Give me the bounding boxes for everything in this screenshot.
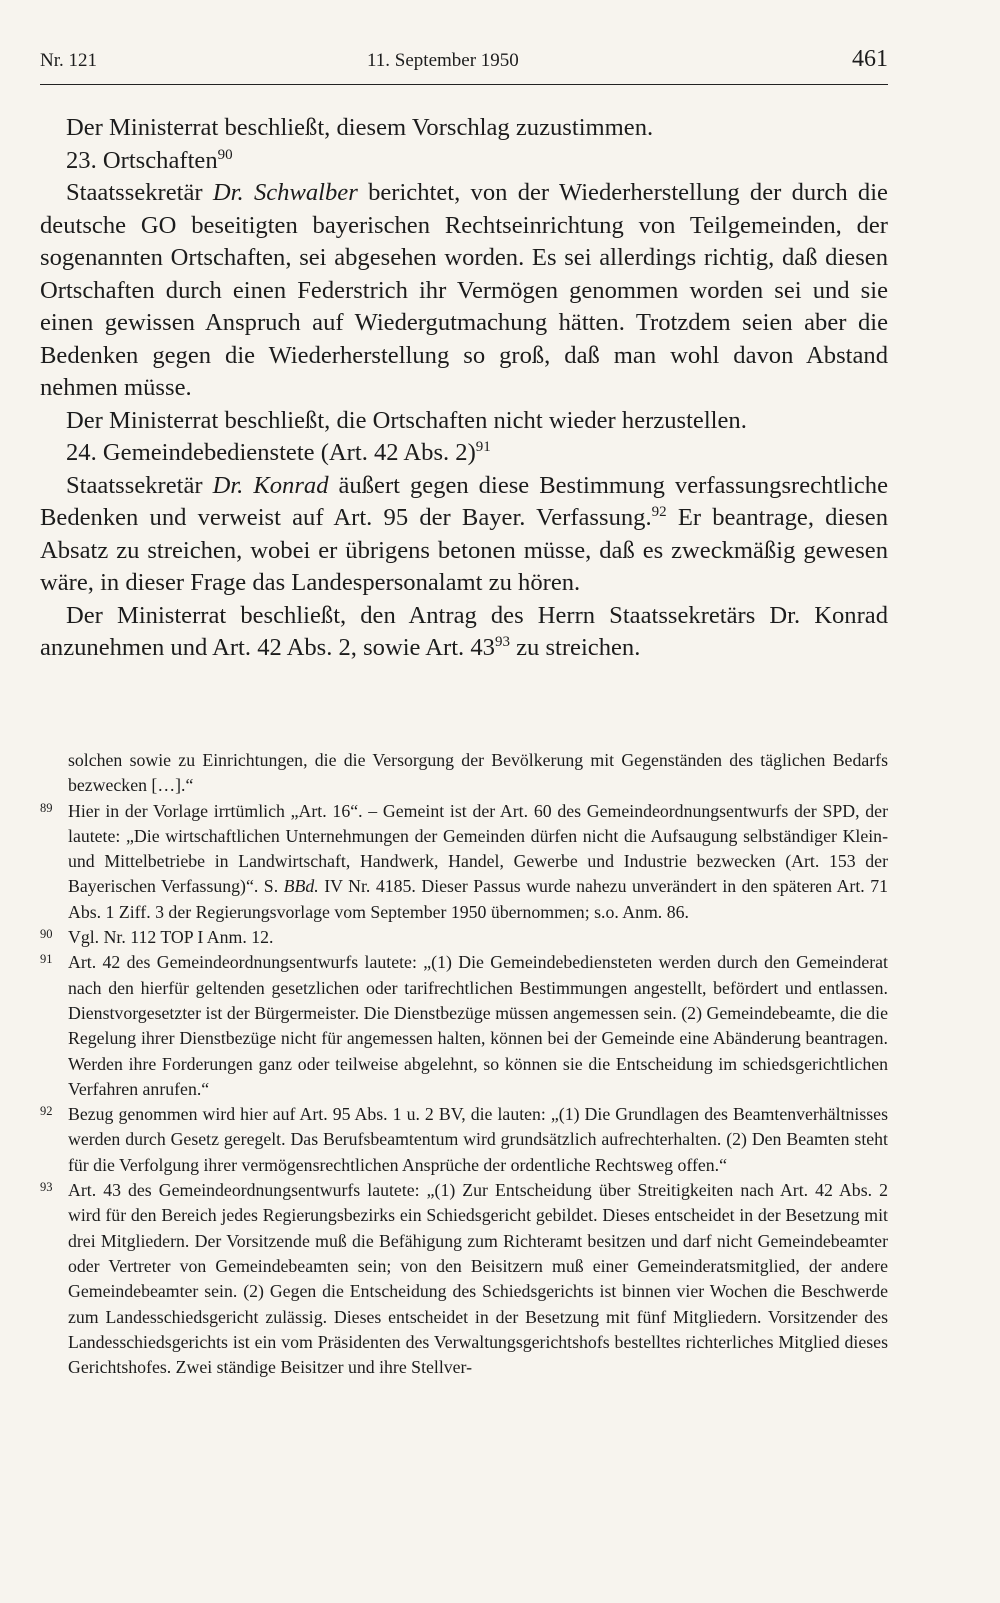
footnote-ref-90: 90 xyxy=(217,146,233,163)
paragraph-resolution-3: Der Ministerrat beschließt, den Antrag des Herrn Staatssekretärs Dr. Konrad anzunehmen und Art. 42 Abs. 2, sowie Art. $43^{93}$ zu streichen. xyxy=(40,601,888,661)
footnote-ref-93: 93 xyxy=(494,634,510,650)
footnote-92: 92 Bezug genommen wird hier auf Art. 95 Abs. 1 u. 2 BV, die lauten: „(1) Die Grundlagen des Beamtenverhältnisses werden durch Gesetz geregelt. Das Berufsbeamtentum wird grundsätzlich aufrechterhalten. (2) Den Beamten steht für die Verfolgung ihrer vermögensrechtlichen Ansprüche der ordentliche Rechtsweg offen.“ xyxy=(40,1102,888,1178)
agenda-item-24: 24. Gemeindebedienstete (Art. 42 Abs. 2)$^{91}$ xyxy=(66,439,491,466)
header-rule xyxy=(40,84,888,85)
footnote-ref-92: 92 xyxy=(651,504,667,520)
document-date: 11. September 1950 xyxy=(367,50,519,71)
footnotes xyxy=(40,748,888,1380)
page-header xyxy=(40,46,888,78)
footnote-number: 90 xyxy=(40,927,53,942)
paragraph-schwalber: Staatssekretär Dr. Schwalber berichtet, von der Wiederherstellung der durch die deutsche GO beseitigten bayerischen Rechtseinrichtung von Teilgemeinden, der sogenannten Ortschaften, sei abgesehen worden. Es sei allerdings richtig, daß diesen Ortschaften durch einen Federstrich ihr Vermögen genommen worden sei und sie einen gewissen Anspruch auf Wiedergutmachung hätten. Trotzdem seien aber die Bedenken gegen die Wiederherstellung so groß, daß man wohl davon Abstand nehmen müsse. xyxy=(40,179,888,401)
speaker-name: Schwalber xyxy=(253,179,358,206)
footnote-93: 93 Art. 43 des Gemeindeordnungsentwurfs lautete: „(1) Zur Entscheidung über Streitigkeiten nach Art. 42 Abs. 2 wird für den Bereich jedes Regierungsbezirks ein Schiedsgericht gebildet. Dieses entscheidet in der Besetzung mit drei Mitgliedern. Der Vorsitzende muß die Befähigung zum Richteramt besitzen und darf nicht Gemeindebeamter oder Vertreter von Gemeindebeamten sein; von den Beisitzern muß einer Gemeinderatsmitglied, der andere Gemeindebeamter sein. (2) Gegen die Entscheidung des Schiedsgerichts ist binnen vier Wochen die Beschwerde zum Landesschiedsgericht zulässig. Dieses entscheidet in der Besetzung mit fünf Mitgliedern. Vorsitzender des Landesschiedsgerichts ist ein vom Präsidenten des Verwaltungsgerichtshofs bestelltes richterliches Mitglied dieses Gerichtshofes. Zwei ständige Beisitzer und ihre Stellver- xyxy=(40,1178,888,1380)
footnote-number: 89 xyxy=(40,800,53,815)
footnote-ref-91: 91 xyxy=(475,439,491,455)
paragraph-resolution-1: Der Ministerrat beschließt, diesem Vorschlag zuzustimmen. xyxy=(66,114,654,141)
footnote-continuation: solchen sowie zu Einrichtungen, die die Versorgung der Bevölkerung mit Gegenständen des täglichen Bedarfs bezwecken […].“ xyxy=(68,750,888,796)
footnote-number: 91 xyxy=(40,952,53,967)
footnote-90: 90 Vgl. Nr. 112 TOP I Anm. 12. xyxy=(40,925,888,950)
paragraph-resolution-2: Der Ministerrat beschließt, die Ortschaften nicht wieder herzustellen. xyxy=(66,406,747,434)
main-text xyxy=(40,112,888,665)
footnote-89: 89 Hier in der Vorlage irrtümlich „Art. 16“. – Gemeint ist der Art. 60 des Gemeindeordnungsentwurfs der SPD, der lautete: „Die wirtschaftlichen Unternehmungen der Gemeinden dürfen nicht die Aufsaugung selbständiger Klein- und Mittelbetriebe in Landwirtschaft, Handwerk, Handel, Gewerbe und Industrie bezwecken (Art. 153 der Bayerischen Verfassung)“. S. BBd. IV Nr. 4185. Dieser Passus wurde nahezu unverändert in den späteren Art. 71 Abs. 1 Ziff. 3 der Regierungsvorlage vom September 1950 übernommen; s.o. Anm. 86. xyxy=(40,799,888,925)
footnote-number: 92 xyxy=(40,1104,53,1119)
footnote-91: 91 Art. 42 des Gemeindeordnungsentwurfs lautete: „(1) Die Gemeindebediensteten werden durch den Gemeinderat nach den hierfür geltenden gesetzlichen oder tarifrechtlichen Bestimmungen angestellt, befördert und entlassen. Dienstvorgesetzter ist der Bürgermeister. Die Dienstbezüge müssen angemessen sein. (2) Gemeindebeamte, die die Regelung ihrer Dienstbezüge nicht für angemessen halten, können bei der Gemeinde eine Abänderung beantragen. Werden ihre Forderungen ganz oder teilweise abgelehnt, so können sie die Entscheidung im schiedsgerichtlichen Verfahren anrufen.“ xyxy=(40,950,888,1102)
speaker-name: Konrad xyxy=(253,471,329,499)
paragraph-konrad: Staatssekretär Dr. Konrad äußert gegen diese Bestimmung verfassungsrechtliche Bedenken und verweist auf Art. 95 der Bayer. Verfassung.$^{92}$ Er beantrage, diesen Absatz zu streichen, wobei er übrigens betonen müsse, daß es zweckmäßig gewesen wäre, in dieser Frage das Landespersonalamt zu hören. xyxy=(40,471,888,596)
page-number: 461 xyxy=(852,46,888,72)
footnote-number: 93 xyxy=(40,1180,53,1195)
document-number: Nr. 121 xyxy=(40,50,97,71)
agenda-item-23: 23. Ortschaften$^{90}$ xyxy=(66,146,233,174)
